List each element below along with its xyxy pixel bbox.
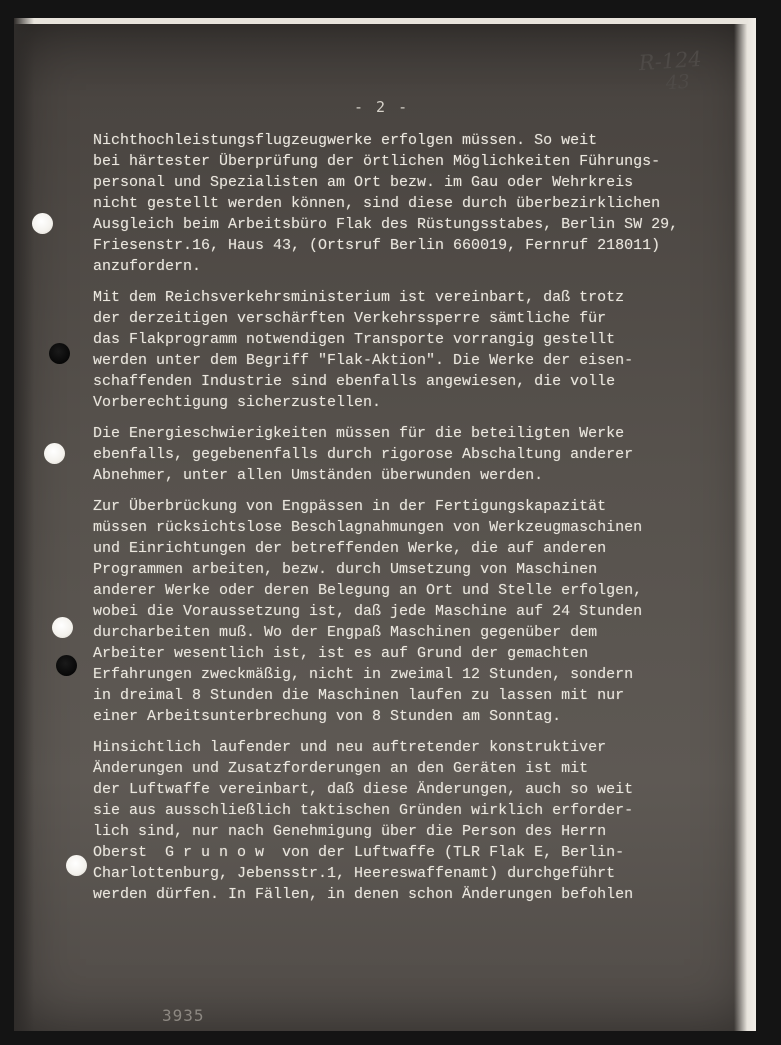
punch-hole-white [32, 213, 53, 234]
punch-hole-white [44, 443, 65, 464]
text-line: Vorberechtigung sicherzustellen. [93, 394, 382, 411]
text-line: der Luftwaffe vereinbart, daß diese Änderungen, auch so weit [93, 781, 634, 798]
text-line: durcharbeiten muß. Wo der Engpaß Maschinen gegenüber dem [93, 624, 598, 641]
document-page [14, 18, 756, 1031]
text-line: Friesenstr.16, Haus 43, (Ortsruf Berlin 660019, Fernruf 218011) [93, 237, 661, 254]
text-line: Programmen arbeiten, bezw. durch Umsetzung von Maschinen [93, 561, 598, 578]
text-line: Arbeiter wesentlich ist, ist es auf Grund der gemachten [93, 645, 589, 662]
text-line: bei härtester Überprüfung der örtlichen Möglichkeiten Führungs- [93, 153, 661, 170]
text-line: werden unter dem Begriff "Flak-Aktion". Die Werke der eisen- [93, 352, 634, 369]
text-line: das Flakprogramm notwendigen Transporte vorrangig gestellt [93, 331, 616, 348]
text-line: Mit dem Reichsverkehrsministerium ist vereinbart, daß trotz [93, 289, 625, 306]
text-line: der derzeitigen verschärften Verkehrssperre sämtliche für [93, 310, 607, 327]
text-line: Zur Überbrückung von Engpässen in der Fertigungskapazität [93, 498, 607, 515]
text-line: Hinsichtlich laufender und neu auftretender konstruktiver [93, 739, 607, 756]
text-line: Oberst G r u n o w von der Luftwaffe (TLR Flak E, Berlin- [93, 844, 625, 861]
text-line: nicht gestellt werden können, sind diese durch überbezirklichen [93, 195, 661, 212]
punch-hole-white [52, 617, 73, 638]
text-line: Änderungen und Zusatzforderungen an den Geräten ist mit [93, 760, 589, 777]
paragraph-4 [93, 496, 653, 727]
text-line: werden dürfen. In Fällen, in denen schon Änderungen befohlen [93, 886, 634, 903]
document-body [93, 130, 679, 915]
text-line: lich sind, nur nach Genehmigung über die Person des Herrn [93, 823, 607, 840]
archive-page-number: 3935 [162, 1006, 205, 1025]
text-line: einer Arbeitsunterbrechung von 8 Stunden am Sonntag. [93, 708, 562, 725]
archive-mark [625, 47, 718, 97]
text-line: anderer Werke oder deren Belegung an Ort und Stelle erfolgen, [93, 582, 643, 599]
text-line: schaffenden Industrie sind ebenfalls angewiesen, die volle [93, 373, 616, 390]
paragraph-5 [93, 737, 653, 905]
text-line: Nichthochleistungsflugzeugwerke erfolgen müssen. So weit [93, 132, 598, 149]
text-line: Abnehmer, unter allen Umständen überwunden werden. [93, 467, 544, 484]
text-line: personal und Spezialisten am Ort bezw. im Gau oder Wehrkreis [93, 174, 634, 191]
punch-hole-white [66, 855, 87, 876]
text-line: Erfahrungen zweckmäßig, nicht in zweimal 12 Stunden, sondern [93, 666, 634, 683]
text-line: und Einrichtungen der betreffenden Werke, die auf anderen [93, 540, 607, 557]
punch-hole-black [56, 655, 77, 676]
archive-mark-line-1: R-124 [637, 46, 703, 76]
text-line: Ausgleich beim Arbeitsbüro Flak des Rüstungsstabes, Berlin SW 29, [93, 216, 679, 233]
text-line: in dreimal 8 Stunden die Maschinen laufen zu lassen mit nur [93, 687, 625, 704]
punch-hole-black [49, 343, 70, 364]
page-number: - 2 - [354, 98, 410, 116]
page-margin-shadow [14, 18, 34, 1031]
paragraph-3 [93, 423, 653, 486]
text-line: Charlottenburg, Jebensstr.1, Heereswaffenamt) durchgeführt [93, 865, 616, 882]
text-line: anzufordern. [93, 258, 202, 275]
paragraph-2 [93, 287, 653, 413]
paragraph-1 [93, 130, 679, 277]
text-line: sie aus ausschließlich taktischen Gründen wirklich erforder- [93, 802, 634, 819]
archive-mark-line-2: 43 [664, 70, 691, 95]
text-line: ebenfalls, gegebenenfalls durch rigorose Abschaltung anderer [93, 446, 634, 463]
text-line: Die Energieschwierigkeiten müssen für die beteiligten Werke [93, 425, 625, 442]
text-line: wobei die Voraussetzung ist, daß jede Maschine auf 24 Stunden [93, 603, 643, 620]
text-line: müssen rücksichtslose Beschlagnahmungen von Werkzeugmaschinen [93, 519, 643, 536]
